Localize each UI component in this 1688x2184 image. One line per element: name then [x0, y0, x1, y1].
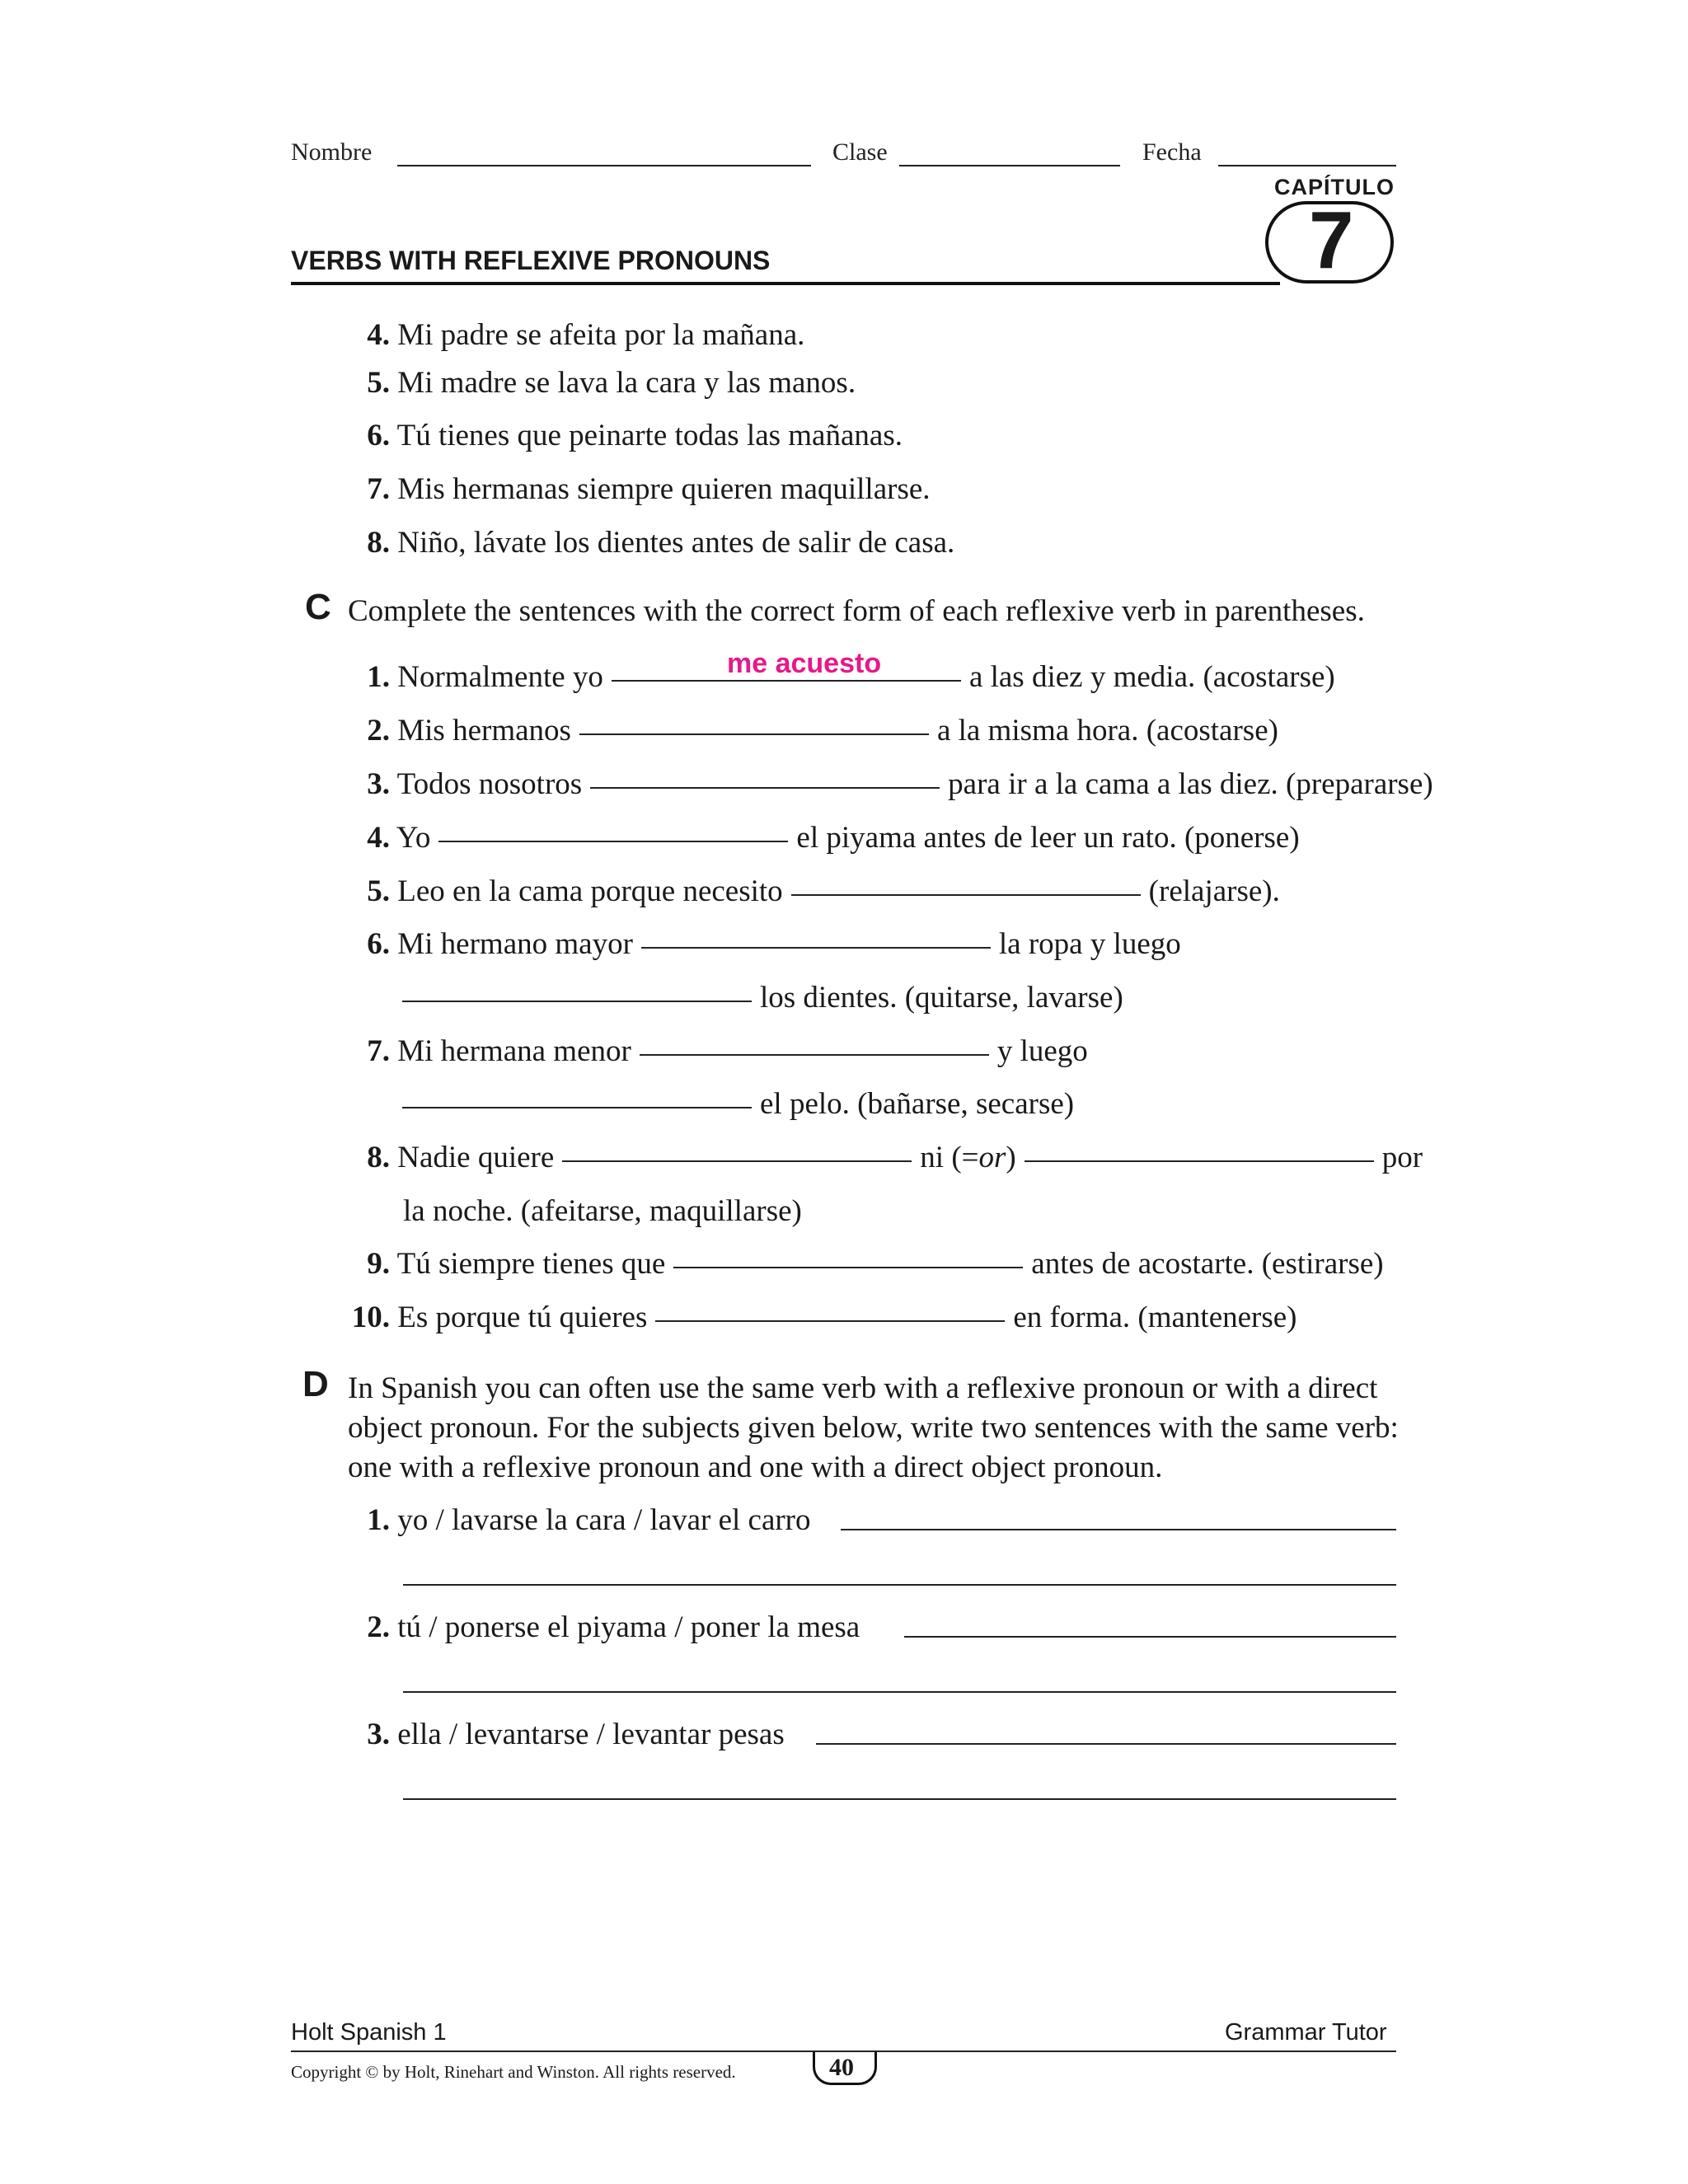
list-item: 1. yo / lavarse la cara / lavar el carro: [367, 1503, 811, 1537]
section-d-line-2: object pronoun. For the subjects given below, write two sentences with the same verb:: [348, 1411, 1399, 1445]
exercise-item: 8. Nadie quiere ni (=or) por: [367, 1141, 1423, 1174]
exercise-item: 9. Tú siempre tienes que antes de acostarte. (estirarse): [367, 1247, 1384, 1281]
exercise-item: 4. Yo el piyama antes de leer un rato. (ponerse): [367, 821, 1300, 855]
nombre-label: Nombre: [291, 138, 373, 166]
answer-blank[interactable]: [640, 1054, 989, 1056]
answer-blank[interactable]: [1025, 1160, 1374, 1162]
answer-blank[interactable]: [791, 894, 1141, 896]
fecha-label: Fecha: [1142, 138, 1202, 166]
clase-label: Clase: [832, 138, 888, 166]
exercise-item-continuation: la noche. (afeitarse, maquillarse): [403, 1194, 802, 1228]
example-answer: me acuesto: [727, 648, 882, 679]
section-d-line-3: one with a reflexive pronoun and one with a direct object pronoun.: [348, 1451, 1163, 1484]
list-item: 8. Niño, lávate los dientes antes de salir de casa.: [367, 526, 955, 560]
answer-blank[interactable]: [438, 841, 788, 842]
capitulo-label: CAPÍTULO: [1274, 175, 1395, 199]
answer-blank[interactable]: [641, 947, 991, 949]
section-d-line-1: In Spanish you can often use the same verb with a reflexive pronoun or with a direct: [348, 1371, 1378, 1405]
footer-book-title: Holt Spanish 1: [291, 2019, 447, 2046]
exercise-item: 10. Es porque tú quieres en forma. (mantenerse): [351, 1301, 1297, 1334]
list-item: 6. Tú tienes que peinarte todas las mañanas.: [367, 419, 903, 452]
answer-blank[interactable]: [579, 733, 929, 735]
footer-book-subtitle: Grammar Tutor: [1225, 2019, 1387, 2046]
answer-blank[interactable]: [655, 1320, 1005, 1322]
nombre-field[interactable]: [397, 165, 811, 166]
answer-blank[interactable]: [590, 787, 940, 789]
list-item: 3. ella / levantarse / levantar pesas: [367, 1718, 785, 1751]
exercise-item-continuation: el pelo. (bañarse, secarse): [396, 1086, 1074, 1122]
copyright: Copyright © by Holt, Rinehart and Winston. All rights reserved.: [291, 2062, 736, 2082]
list-item: 7. Mis hermanas siempre quieren maquillarse.: [367, 472, 931, 506]
list-item: 4. Mi padre se afeita por la mañana.: [367, 318, 805, 352]
title-rule: [291, 282, 1280, 285]
exercise-item: 7. Mi hermana menor y luego: [367, 1034, 1088, 1068]
answer-line[interactable]: [904, 1636, 1396, 1638]
exercise-item: 3. Todos nosotros para ir a la cama a las diez. (prepararse): [367, 767, 1433, 801]
clase-field[interactable]: [899, 165, 1120, 166]
section-c-letter: C: [305, 587, 331, 627]
list-item: 5. Mi madre se lava la cara y las manos.: [367, 366, 856, 400]
answer-line[interactable]: [403, 1798, 1396, 1800]
list-item: 2. tú / ponerse el piyama / poner la mesa: [367, 1610, 860, 1644]
chapter-number: 7: [1309, 194, 1354, 285]
answer-line[interactable]: [816, 1743, 1396, 1745]
exercise-item: 5. Leo en la cama porque necesito (relajarse).: [367, 874, 1280, 908]
exercise-item: 1. Normalmente yo a las diez y media. (acostarse): [367, 660, 1335, 694]
fecha-field[interactable]: [1218, 165, 1396, 166]
answer-blank[interactable]: [562, 1160, 912, 1162]
page-title: VERBS WITH REFLEXIVE PRONOUNS: [291, 246, 771, 275]
page-number: 40: [829, 2054, 854, 2081]
answer-blank[interactable]: [612, 680, 961, 682]
section-d-letter: D: [302, 1364, 329, 1404]
section-c-instructions: Complete the sentences with the correct form of each reflexive verb in parentheses.: [348, 594, 1365, 628]
exercise-item: 6. Mi hermano mayor la ropa y luego: [367, 927, 1181, 961]
answer-blank[interactable]: [673, 1267, 1023, 1268]
answer-line[interactable]: [403, 1691, 1396, 1693]
answer-line[interactable]: [403, 1584, 1396, 1586]
answer-line[interactable]: [841, 1529, 1396, 1530]
answer-blank[interactable]: [402, 1001, 752, 1002]
exercise-item-continuation: los dientes. (quitarse, lavarse): [396, 980, 1123, 1015]
exercise-item: 2. Mis hermanos a la misma hora. (acostarse): [367, 714, 1278, 748]
answer-blank[interactable]: [402, 1107, 752, 1108]
